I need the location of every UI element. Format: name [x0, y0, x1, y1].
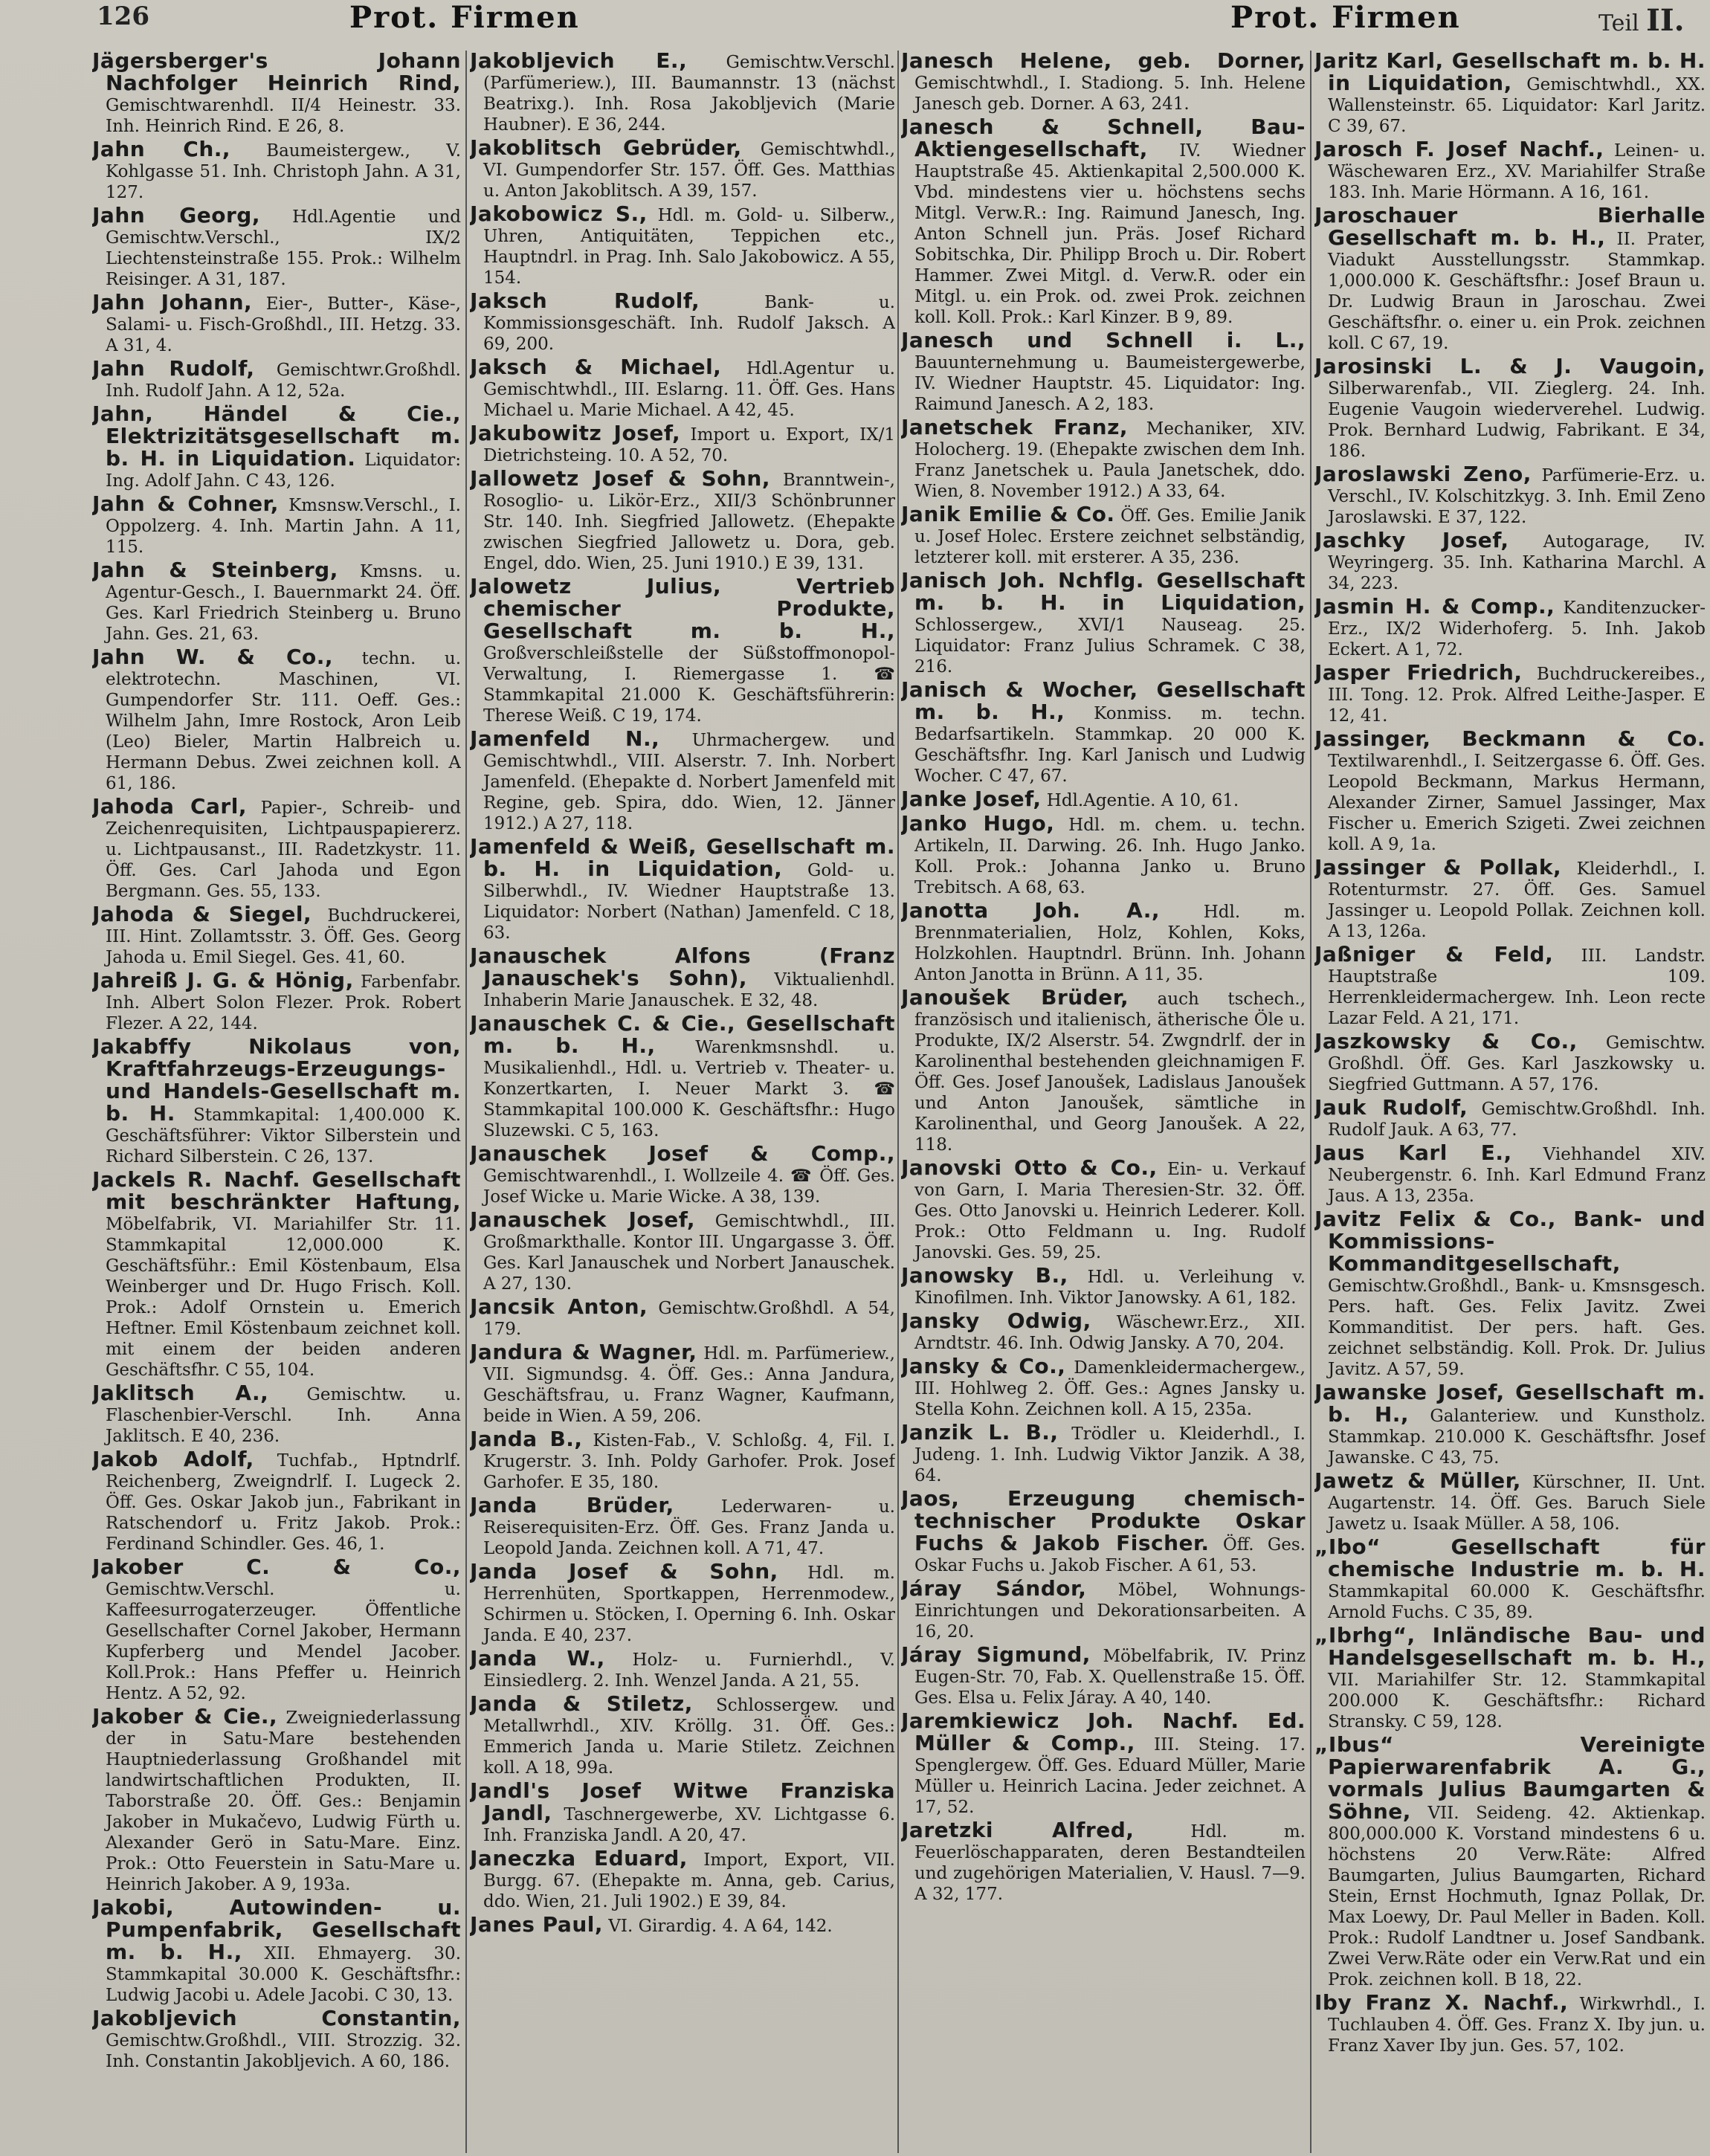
directory-entry [1314, 726, 1706, 855]
firm-details: Hdl.Agentie. A 10, 61. [1041, 791, 1239, 810]
directory-entry [92, 1557, 461, 1704]
firm-details: Mechaniker, XIV. Holocherg. 19. (Ehepakte zwischen dem Inh. Franz Janetschek u. Paula Janetschek, ddo. Wien, 8. November 1912.) A 33, 64. [914, 419, 1306, 501]
part-number: II. [1646, 3, 1685, 38]
firm-details: Damenkleidermachergew., III. Hohlweg 2. Öff. Ges.: Agnes Jansky u. Stella Kohn. Zeichnen koll. A 15, 235a. [914, 1358, 1306, 1419]
firm-details: Gemischtw.Großhdl., VIII. Strozzig. 32. Inh. Constantin Jakobljevich. A 60, 186. [106, 2031, 461, 2071]
firm-details: Holz- u. Furnierhdl., V. Einsiedlerg. 2. Inh. Wenzel Janda. A 21, 55. [483, 1650, 895, 1691]
firm-name: Jakabffy Nikolaus von, Kraftfahrzeugs-Erzeugungs- und Handels-Gesellschaft m. b. H. [92, 1034, 461, 1126]
directory-entry [901, 51, 1306, 114]
firm-name: Jakobi, Autowinden- u. Pumpenfabrik, Gesellschaft m. b. H., [92, 1895, 461, 1964]
firm-name: Janzik L. B., [901, 1420, 1059, 1445]
firm-details: Stammkapital 60.000 K. Geschäftsfhr. Arnold Fuchs. C 35, 89. [1328, 1582, 1706, 1622]
directory-entry [1314, 857, 1706, 942]
firm-details: Großverschleißstelle der Süßstoffmonopol-Verwaltung, I. Riemergasse 1. ☎ Stammkapital 21.000 K. Geschäftsführerin: Therese Weiß. C 19, 174. [483, 644, 895, 726]
firm-details: Taschnergewerbe, XV. Lichtgasse 6. Inh. Franziska Jandl. A 20, 47. [483, 1805, 895, 1845]
firm-details: XII. Ehmayerg. 30. Stammkapital 30.000 K. Geschäftsfhr.: Ludwig Jacobi u. Adele Jacobi. C 30, 13. [106, 1944, 461, 2005]
firm-name: Jaschky Josef, [1314, 528, 1509, 552]
firm-details: Viehhandel XIV. Neubergenstr. 6. Inh. Karl Edmund Franz Jaus. A 13, 235a. [1328, 1145, 1706, 1206]
firm-details: II. Prater, Viadukt Ausstellungsstr. Stammkap. 1,000.000 K. Geschäftsfhr.: Josef Braun u. Dr. Ludwig Braun in Jaroschau. Zwei Geschäftsfhr. o. einer u. ein Prok. zeichnen koll. C 67, 19. [1328, 230, 1706, 353]
firm-details: Gemischtw.Großhdl., Bank- u. Kmsnsgesch. Pers. haft. Ges. Felix Javitz. Zwei Kommanditist. Der pers. haft. Ges. zeichnet selbständig. Koll. Prok. Dr. Julius Javitz. A 57, 59. [1328, 1277, 1706, 1379]
firm-name: Jahn Rudolf, [92, 356, 255, 381]
firm-name: Jaszkowsky & Co., [1314, 1029, 1578, 1053]
firm-details: Gemischtw.Großhdl. Inh. Rudolf Jauk. A 63, 77. [1328, 1100, 1706, 1140]
text-column-1 [92, 51, 461, 2153]
firm-details: Bauunternehmung u. Baumeistergewerbe, IV. Wiedner Hauptstr. 45. Liquidator: Ing. Raimund Janesch. A 2, 183. [914, 353, 1306, 414]
directory-entry [470, 1294, 895, 1340]
firm-details: Farbenfabr. Inh. Albert Solon Flezer. Prok. Robert Flezer. A 22, 144. [106, 972, 461, 1033]
directory-entry [470, 468, 895, 574]
firm-details: Gemischtwarenhdl., I. Wollzeile 4. ☎ Öff. Ges. Josef Wicke u. Marie Wicke. A 38, 139. [483, 1166, 895, 1207]
firm-name: Janes Paul, [470, 1912, 603, 1937]
firm-name: Jahn & Cohner, [92, 491, 279, 516]
directory-entry [901, 900, 1306, 985]
directory-entry [901, 504, 1306, 568]
firm-details: Hdl. m. Parfümeriew., VII. Sigmundsg. 4. Öff. Ges.: Anna Jandura, Geschäftsfrau, u. Franz Wagner, Kaufmann, beide in Wien. A 59, 206. [483, 1344, 895, 1426]
firm-details: Hdl. m. Feuerlöschapparaten, deren Bestandteilen und zugehörigen Materialien, V. Hausl. 7—9. A 32, 177. [914, 1822, 1306, 1904]
directory-entry [901, 1708, 1306, 1818]
firm-details: Konmiss. m. techn. Bedarfsartikeln. Stammkap. 20 000 K. Geschäftsfhr. Ing. Karl Janisch und Ludwig Wocher. C 47, 67. [914, 704, 1306, 786]
directory-entry [901, 1308, 1306, 1354]
firm-details: Leinen- u. Wäschewaren Erz., XV. Mariahilfer Straße 183. Inh. Marie Hörmann. A 16, 161. [1328, 141, 1706, 202]
firm-name: Jahn Georg, [92, 203, 260, 227]
firm-name: „Ibo“ Gesellschaft für chemische Industrie m. b. H. [1314, 1534, 1706, 1581]
firm-details: VI. Girardig. 4. A 64, 142. [602, 1917, 833, 1936]
directory-entry [1314, 1031, 1706, 1095]
directory-entry [1314, 1468, 1706, 1534]
directory-entry [901, 1265, 1306, 1308]
firm-details: Kmsns. u. Agentur-Gesch., I. Bauernmarkt 24. Öff. Ges. Karl Friedrich Steinberg u. Bruno Jahn. Ges. 21, 63. [106, 562, 461, 644]
directory-entry [901, 1820, 1306, 1905]
page-header [0, 0, 1710, 51]
firm-details: Bank- u. Kommissionsgeschäft. Inh. Rudolf Jaksch. A 69, 200. [483, 293, 895, 354]
directory-entry [901, 330, 1306, 415]
directory-entry [92, 2008, 461, 2072]
firm-name: Jaksch & Michael, [470, 355, 722, 379]
directory-entry [901, 114, 1306, 328]
firm-name: Jandl's Josef Witwe Franziska Jandl, [470, 1778, 895, 1825]
firm-details: Gemischtw.Großhdl. A 54, 179. [483, 1299, 895, 1339]
firm-details: Hdl. u. Verleihung v. Kinofilmen. Inh. Viktor Janowsky. A 61, 182. [914, 1268, 1306, 1308]
firm-name: Jahoda Carl, [92, 794, 247, 819]
firm-name: Janko Hugo, [901, 811, 1055, 836]
firm-details: Gemischtwhdl., III. Großmarkthalle. Kontor III. Ungargasse 3. Öff. Ges. Karl Janauschek und Norbert Janauschek. A 27, 130. [483, 1212, 895, 1294]
text-column-3 [901, 51, 1306, 2153]
page-number: 126 [97, 1, 149, 31]
firm-details: Gemischtwhdl., XX. Wallensteinstr. 65. Liquidator: Karl Jaritz. C 39, 67. [1328, 75, 1706, 136]
column-rule [465, 51, 467, 2153]
firm-name: Jassinger & Pollak, [1314, 855, 1562, 879]
directory-entry [470, 1013, 895, 1141]
firm-details: Gemischtwarenhdl. II/4 Heinestr. 33. Inh. Heinrich Rind. E 26, 8. [106, 96, 461, 136]
firm-details: Buchdruckerei, III. Hint. Zollamtsstr. 3. Öff. Ges. Georg Jahoda u. Emil Siegel. Ges. 41, 60. [106, 906, 461, 967]
directory-entry [1314, 662, 1706, 726]
firm-details: Import u. Export, IX/1 Dietrichsteing. 10. A 52, 70. [483, 425, 895, 465]
directory-entry [1314, 1097, 1706, 1140]
firm-details: Buchdruckereibes., III. Tong. 12. Prok. Alfred Leithe-Jasper. E 12, 41. [1328, 665, 1706, 726]
firm-name: Jaretzki Alfred, [901, 1818, 1135, 1842]
firm-name: Janda W., [470, 1646, 605, 1671]
firm-name: Iby Franz X. Nachf., [1314, 1990, 1569, 2015]
firm-details: Papier-, Schreib- und Zeichenrequisiten, Lichtpauspapiererz. u. Lichtpausanst., III. Radetzkystr. 11. Öff. Ges. Carl Jahoda und Egon Bergmann. Ges. 55, 133. [106, 798, 461, 901]
firm-details: Import, Export, VII. Burgg. 67. (Ehepakte m. Anna, geb. Carius, ddo. Wien, 21. Juli 1902.) E 39, 84. [483, 1850, 895, 1911]
directory-entry [1314, 596, 1706, 660]
directory-entry [1314, 530, 1706, 594]
directory-entry [470, 1691, 895, 1778]
directory-entry [901, 987, 1306, 1155]
firm-name: Jasmin H. & Comp., [1314, 594, 1555, 619]
firm-name: Járay Sándor, [901, 1576, 1087, 1601]
firm-details: Gemischtw. Großhdl. Öff. Ges. Karl Jaszkowsky u. Siegfried Guttmann. A 57, 176. [1328, 1033, 1706, 1094]
firm-details: Autogarage, IV. Weyringerg. 35. Inh. Katharina Marchl. A 34, 223. [1328, 532, 1706, 593]
firm-name: Jaksch Rudolf, [470, 288, 700, 313]
directory-entry [470, 1648, 895, 1691]
firm-details: Ein- u. Verkauf von Garn, I. Maria Theresien-Str. 32. Öff. Ges. Otto Janovski u. Heinrich Lederer. Koll. Prok.: Otto Feldmann u. Ing. Rudolf Janovski. Ges. 59, 25. [914, 1160, 1306, 1262]
firm-name: Jaroslawski Zeno, [1314, 462, 1532, 486]
directory-entry [92, 139, 461, 203]
firm-name: Janetschek Franz, [901, 415, 1129, 439]
directory-entry [1314, 1382, 1706, 1468]
firm-name: Jaus Karl E., [1314, 1140, 1512, 1165]
firm-name: Jakoblitsch Gebrüder, [470, 135, 742, 160]
firm-details: Tuchfab., Hptndrlf. Reichenberg, Zweigndrlf. I. Lugeck 2. Öff. Ges. Oskar Jakob jun., Fabrikant in Ratschendorf u. Fritz Jakob. Prok.: Ferdinand Schindler. Ges. 46, 1. [106, 1451, 461, 1554]
firm-details: Wirkwrhdl., I. Tuchlauben 4. Öff. Ges. Franz X. Iby jun. u. Franz Xaver Iby jun. Ges. 57, 102. [1328, 1995, 1706, 2056]
directory-entry [1314, 1625, 1706, 1732]
firm-name: Jamenfeld N., [470, 726, 660, 751]
firm-name: Jägersberger's Johann Nachfolger Heinrich Rind, [92, 51, 461, 95]
firm-details: Warenkmsnshdl. u. Musikalienhdl., Hdl. u. Vertrieb v. Theater- u. Konzertkarten, I. Neuer Markt 3. ☎ Stammkapital 100.000 K. Geschäftsfhr.: Hugo Sluzewski. C 5, 163. [483, 1038, 895, 1140]
firm-name: Jahreiß J. G. & Hönig, [92, 968, 354, 993]
firm-name: Jakubowitz Josef, [470, 421, 681, 445]
directory-entry [470, 1561, 895, 1646]
firm-name: „Ibrhg“, Inländische Bau- und Handelsgesellschaft m. b. H., [1314, 1623, 1706, 1670]
firm-details: Gemischtw.Verschl. (Parfümeriew.), III. Baumannstr. 13 (nächst Beatrixg.). Inh. Rosa Jakobljevich (Marie Haubner). E 36, 244. [483, 53, 895, 135]
firm-name: Jahn, Händel & Cie., Elektrizitätsgesellschaft m. b. H. in Liquidation. [92, 401, 461, 471]
firm-name: Jalowetz Julius, Vertrieb chemischer Produkte, Gesellschaft m. b. H., [470, 574, 895, 643]
firm-name: Javitz Felix & Co., Bank- und Kommissions-Kommanditgesellschaft, [1314, 1207, 1706, 1276]
firm-details: IV. Wiedner Hauptstraße 45. Aktienkapital 2,500.000 K. Vbd. mindestens vier u. höchstens sechs Mitgl. Verw.R.: Ing. Raimund Janesch, Ing. Anton Schnell jun. Präs. Josef Richard Sobitschka, Dir. Philipp Broch u. Dir. Robert Hammer. Zwei Mitgl. d. Verw.R. oder ein Mitgl. u. ein Prok. od. zwei Prok. zeichnen koll. Koll. Prok.: Karl Kinzer. B 9, 89. [914, 141, 1306, 327]
directory-entry [1314, 1209, 1706, 1380]
firm-name: Jansky & Co., [901, 1354, 1066, 1378]
firm-details: VII. Mariahilfer Str. 12. Stammkapital 200.000 K. Geschäftsfhr.: Richard Stransky. C 59, 128. [1328, 1671, 1706, 1731]
directory-entry [901, 677, 1306, 787]
firm-details: Silberwarenfab., VII. Zieglerg. 24. Inh. Eugenie Vaugoin wiederverehel. Ludwig. Prok. Bernhard Ludwig, Fabrikant. E 34, 186. [1328, 379, 1706, 461]
firm-details: Öff. Ges. Oskar Fuchs u. Jakob Fischer. A 61, 53. [914, 1535, 1306, 1575]
firm-details: Galanteriew. und Kunstholz. Stammkap. 210.000 K. Geschäftsfhr. Josef Jawanske. C 43, 75. [1328, 1407, 1706, 1468]
text-column-2 [470, 51, 895, 2153]
directory-entry [901, 1356, 1306, 1420]
directory-entry [470, 288, 895, 355]
directory-entry [92, 647, 461, 794]
running-title-left: Prot. Firmen [349, 0, 580, 35]
directory-entry [1314, 464, 1706, 528]
firm-name: Janda Josef & Sohn, [470, 1559, 778, 1584]
firm-name: Jackels R. Nachf. Gesellschaft mit beschränkter Haftung, [92, 1167, 461, 1214]
firm-details: auch tschech., französisch und italienisch, ätherische Öle u. Produkte, IX/2 Alserstr. 54. Zwgndrlf. der in Karolinenthal bestehenden gleichnamigen F. Öff. Ges. Josef Janoušek, Ladislaus Janoušek und Anton Janoušek, sämtliche in Karolinenthal, und Georg Janoušek. A 22, 118. [914, 990, 1306, 1155]
column-rule [897, 51, 899, 2153]
firm-name: Jakob Adolf, [92, 1447, 254, 1471]
part-label: Teil [1598, 10, 1639, 36]
firm-name: Janowsky B., [901, 1263, 1068, 1288]
directory-entry [92, 796, 461, 902]
directory-entry [1314, 51, 1706, 137]
directory-entry [92, 970, 461, 1034]
firm-details: Hdl.Agentie und Gemischtw.Verschl., IX/2 Liechtensteinstraße 155. Prok.: Wilhelm Reisinger. A 31, 187. [106, 207, 461, 289]
firm-name: Janda & Stiletz, [470, 1691, 693, 1716]
directory-entry [470, 1429, 895, 1493]
firm-details: Möbel, Wohnungs-Einrichtungen und Dekorationsarbeiten. A 16, 20. [914, 1581, 1306, 1642]
directory-entry [901, 1578, 1306, 1642]
firm-name: Janauschek Alfons (Franz Janauschek's Sohn), [470, 943, 895, 990]
firm-name: Jallowetz Josef & Sohn, [470, 466, 770, 491]
directory-entry [470, 576, 895, 726]
firm-name: Jassinger, Beckmann & Co. [1314, 726, 1706, 751]
firm-name: Jahn Johann, [92, 290, 253, 314]
firm-name: Jahn W. & Co., [92, 645, 334, 669]
directory-entry [92, 51, 461, 137]
directory-entry [901, 813, 1306, 898]
directory-entry [901, 1488, 1306, 1576]
firm-details: Baumeistergew., V. Kohlgasse 51. Inh. Christoph Jahn. A 31, 127. [106, 141, 461, 202]
firm-name: Janeczka Eduard, [470, 1846, 688, 1871]
directory-entry [470, 201, 895, 288]
directory-entry [470, 51, 895, 135]
directory-entry [901, 789, 1306, 811]
firm-name: Jaklitsch A., [92, 1381, 269, 1405]
column-rule [1310, 51, 1311, 2153]
firm-name: Jahn Ch., [92, 137, 231, 161]
directory-entry [92, 1449, 461, 1555]
firm-name: Jandura & Wagner, [470, 1340, 697, 1364]
firm-name: Janoušek Brüder, [901, 985, 1129, 1010]
firm-details: Gemischtwhdl., VI. Gumpendorfer Str. 157. Öff. Ges. Matthias u. Anton Jakoblitsch. A 39, 157. [483, 140, 895, 201]
firm-details: VII. Seideng. 42. Aktienkap. 800,000.000 K. Vorstand mindestens 6 u. höchstens 20 Verw.Räte: Alfred Baumgarten, Julius Baumgarten, Richard Stein, Ernst Hochmuth, Ignaz Pollak, Dr. Max Loewy, Dr. Paul Meller in Baden. Koll. Prok.: Rudolf Landtner u. Josef Sandbank. Zwei Verw.Räte oder ein Verw.Rat und ein Prok. zeichnen koll. B 18, 22. [1328, 1804, 1706, 1989]
firm-details: Gemischtwhdl., I. Stadiong. 5. Inh. Helene Janesch geb. Dorner. A 63, 241. [914, 74, 1306, 114]
firm-details: Viktualienhdl. Inhaberin Marie Janauschek. E 32, 48. [483, 970, 895, 1010]
firm-details: Hdl. m. Gold- u. Silberw., Uhren, Antiquitäten, Teppichen etc., Hauptndrl. in Prag. Inh. Salo Jakobowicz. A 55, 154. [483, 206, 895, 288]
firm-details: Branntwein-, Rosoglio- u. Likör-Erz., XII/3 Schönbrunner Str. 140. Inh. Siegfried Jallowetz. (Ehepakte zwischen Siegfried Jallowetz u. Dora, geb. Engel, ddo. Wien, 25. Juni 1910.) E 39, 131. [483, 471, 895, 573]
directory-entry [1314, 1992, 1706, 2056]
directory-entry [92, 1706, 461, 1895]
firm-name: Jakobowicz S., [470, 201, 648, 226]
directory-entry [1314, 1140, 1706, 1207]
firm-name: Jaos, Erzeugung chemisch-technischer Produkte Oskar Fuchs & Jakob Fischer. [901, 1486, 1306, 1555]
directory-entry [901, 570, 1306, 677]
directory-entry [92, 292, 461, 356]
firm-details: Trödler u. Kleiderhdl., I. Judeng. 1. Inh. Ludwig Viktor Janzik. A 38, 64. [914, 1424, 1306, 1485]
directory-entry [92, 491, 461, 558]
directory-entry [92, 1169, 461, 1381]
directory-entry [470, 1914, 895, 1937]
firm-details: Schlossergew. und Metallwrhdl., XIV. Kröllg. 31. Öff. Ges.: Emmerich Janda u. Marie Stiletz. Zeichnen koll. A 18, 99a. [483, 1696, 895, 1778]
directory-entry [470, 423, 895, 466]
firm-name: Jawanske Josef, Gesellschaft m. b. H., [1314, 1380, 1706, 1427]
firm-name: Jakober & Cie., [92, 1704, 278, 1729]
directory-entry [470, 357, 895, 421]
firm-details: Textilwarenhdl., I. Seitzergasse 6. Öff. Ges. Leopold Beckmann, Markus Hermann, Alexander Zirner, Samuel Jassinger, Max Fischer u. Emerich Szigeti. Zwei zeichnen koll. A 9, 1a. [1328, 752, 1706, 854]
firm-details: Kleiderhdl., I. Rotenturmstr. 27. Öff. Ges. Samuel Jassinger u. Leopold Pollak. Zeichnen koll. A 13, 126a. [1328, 859, 1706, 941]
firm-details: Parfümerie-Erz. u. Verschl., IV. Kolschitzkyg. 3. Inh. Emil Zeno Jaroslawski. E 37, 122. [1328, 466, 1706, 527]
firm-details: Gold- u. Silberwhdl., IV. Wiedner Hauptstraße 13. Liquidator: Norbert (Nathan) Jamenfeld. C 18, 63. [483, 861, 895, 943]
firm-name: Janik Emilie & Co. [901, 502, 1115, 526]
firm-name: „Ibus“ Vereinigte Papierwarenfabrik A. G., vormals Julius Baumgarten & Söhne, [1314, 1732, 1706, 1824]
directory-entry [470, 1342, 895, 1427]
firm-details: Kanditenzucker-Erz., IX/2 Widerhoferg. 5. Inh. Jakob Eckert. A 1, 72. [1328, 598, 1706, 659]
directory-entry [901, 417, 1306, 502]
firm-name: Janotta Joh. A., [901, 898, 1161, 923]
firm-details: techn. u. elektrotechn. Maschinen, VI. Gumpendorfer Str. 111. Oeff. Ges.: Wilhelm Jahn, Imre Rostock, Aron Leib (Leo) Bieler, Martin Halbreich u. Hermann Debus. Zwei zeichnen koll. A 61, 186. [106, 649, 461, 793]
firm-name: Jaßniger & Feld, [1314, 942, 1554, 966]
directory-entry [1314, 944, 1706, 1029]
firm-details: Gemischtw.Verschl. u. Kaffeesurrogaterzeuger. Öffentliche Gesellschafter Cornel Jakober, Hermann Kupferberg und Mendel Jacober. Koll.Prok.: Hans Pfeffer u. Heinrich Hentz. A 52, 92. [106, 1580, 461, 1703]
firm-name: Janisch Joh. Nchflg. Gesellschaft m. b. H. in Liquidation, [901, 568, 1306, 615]
firm-name: Janesch & Schnell, Bau-Aktiengesellschaft, [901, 114, 1306, 161]
firm-name: Jarosch F. Josef Nachf., [1314, 137, 1604, 161]
directory-entry [901, 1155, 1306, 1263]
directory-entry [901, 1422, 1306, 1486]
running-title-right: Prot. Firmen [1230, 0, 1461, 35]
firm-details: Möbelfabrik, IV. Prinz Eugen-Str. 70, Fab. X. Quellenstraße 15. Öff. Ges. Elsa u. Felix Járay. A 40, 140. [914, 1647, 1306, 1708]
firm-details: Hdl.Agentur u. Gemischtwhdl., III. Eslarng. 11. Öff. Ges. Hans Michael u. Marie Michael. A 42, 45. [483, 359, 895, 420]
directory-entry [92, 358, 461, 401]
firm-name: Jahoda & Siegel, [92, 902, 312, 926]
firm-details: Gemischtw. u. Flaschenbier-Verschl. Inh. Anna Jaklitsch. E 40, 236. [106, 1385, 461, 1446]
firm-name: Jarosinski L. & J. Vaugoin, [1314, 354, 1706, 378]
firm-name: Jansky Odwig, [901, 1308, 1091, 1333]
directory-entry [1314, 205, 1706, 354]
firm-details: Eier-, Butter-, Käse-, Salami- u. Fisch-Großhdl., III. Hetzg. 33. A 31, 4. [106, 294, 461, 355]
firm-name: Jawetz & Müller, [1314, 1468, 1521, 1493]
firm-details: Möbelfabrik, VI. Mariahilfer Str. 11. Stammkapital 12,000.000 K. Geschäftsführ.: Emil Köstenbaum, Elsa Weinberger und Dr. Hugo Frisch. Koll. Prok.: Adolf Ornstein u. Emerich Heftner. Emil Köstenbaum zeichnet koll. mit einem der beiden anderen Geschäftsfhr. C 55, 104. [106, 1215, 461, 1380]
firm-details: Wäschewr.Erz., XII. Arndtstr. 46. Inh. Odwig Jansky. A 70, 204. [914, 1313, 1306, 1353]
directory-entry [470, 135, 895, 201]
firm-details: Kürschner, II. Unt. Augartenstr. 14. Öff. Ges. Baruch Siele Jawetz u. Isaak Müller. A 58, 106. [1328, 1473, 1706, 1534]
firm-name: Janovski Otto & Co., [901, 1155, 1158, 1180]
firm-details: Hdl. m. chem. u. techn. Artikeln, II. Darwing. 26. Inh. Hugo Janko. Koll. Prok.: Johanna Janko u. Bruno Trebitsch. A 68, 63. [914, 816, 1306, 897]
firm-details: III. Landstr. Hauptstraße 109. Herrenkleidermachergew. Inh. Leon recte Lazar Feld. A 21, 171. [1328, 946, 1706, 1028]
firm-name: Janesch Helene, geb. Dorner, [901, 51, 1306, 73]
firm-name: Jakober C. & Co., [92, 1555, 461, 1579]
firm-name: Jancsik Anton, [470, 1294, 648, 1319]
firm-name: Janauschek Josef & Comp., [470, 1141, 895, 1166]
directory-entry [92, 560, 461, 645]
firm-name: Jamenfeld & Weiß, Gesellschaft m. b. H. in Liquidation, [470, 834, 895, 881]
directory-entry [92, 1897, 461, 2006]
firm-name: Janesch und Schnell i. L., [901, 328, 1306, 352]
directory-entry [1314, 356, 1706, 462]
firm-name: Janda Brüder, [470, 1493, 674, 1517]
directory-entry [470, 1495, 895, 1559]
directory-entry [470, 1143, 895, 1207]
directory-entry [92, 1036, 461, 1167]
firm-name: Jakobljevich E., [470, 51, 688, 73]
directory-entry [470, 836, 895, 943]
firm-name: Janisch & Wocher, Gesellschaft m. b. H., [901, 677, 1306, 724]
firm-name: Janda B., [470, 1427, 583, 1451]
firm-details: Öff. Ges. Emilie Janik u. Josef Holec. Erstere zeichnet selbständig, letzterer koll. mit ersterer. A 35, 236. [914, 506, 1306, 567]
firm-name: Janke Josef, [901, 787, 1042, 811]
directory-entry [92, 205, 461, 290]
firm-details: Liquidator: Ing. Adolf Jahn. C 43, 126. [106, 451, 461, 491]
firm-name: Jakobljevich Constantin, [92, 2006, 461, 2030]
firm-details: Kmsnsw.Verschl., I. Oppolzerg. 4. Inh. Martin Jahn. A 11, 115. [106, 496, 461, 557]
directory-entry [470, 1207, 895, 1294]
directory-entry [92, 904, 461, 968]
firm-name: Jaroschauer Bierhalle Gesellschaft m. b. H., [1314, 203, 1706, 250]
firm-name: Janauschek C. & Cie., Gesellschaft m. b. H., [470, 1011, 895, 1058]
firm-name: Jahn & Steinberg, [92, 558, 338, 582]
firm-details: Gemischtwr.Großhdl. Inh. Rudolf Jahn. A 12, 52a. [106, 361, 461, 401]
directory-entry [901, 1642, 1306, 1708]
directory-entry [470, 1848, 895, 1912]
firm-details: Kisten-Fab., V. Schloßg. 4, Fil. I. Krugerstr. 3. Inh. Poldy Garhofer. Prok. Josef Garhofer. E 35, 180. [483, 1431, 895, 1492]
firm-details: III. Steing. 17. Spenglergew. Öff. Ges. Eduard Müller, Marie Müller u. Heinrich Lacina. Jeder zeichnet. A 17, 52. [914, 1735, 1306, 1817]
directory-entry [470, 943, 895, 1011]
firm-name: Járay Sigmund, [901, 1642, 1091, 1667]
directory-entry [1314, 1734, 1706, 1990]
directory-entry [1314, 139, 1706, 203]
firm-name: Jaritz Karl, Gesellschaft m. b. H. in Liquidation, [1314, 51, 1706, 95]
firm-name: Janauschek Josef, [470, 1207, 696, 1232]
firm-details: Hdl. m. Brennmaterialien, Holz, Kohlen, Koks, Holzkohlen. Hauptndrl. Brünn. Inh. Johann Anton Janotta in Brünn. A 11, 35. [914, 903, 1306, 984]
directory-entry [470, 1778, 895, 1846]
text-column-4 [1314, 51, 1706, 2153]
directory-entry [92, 401, 461, 491]
part-indicator [1598, 3, 1685, 38]
firm-name: Jasper Friedrich, [1314, 660, 1523, 685]
firm-name: Jaremkiewicz Joh. Nachf. Ed. Müller & Comp., [901, 1708, 1306, 1755]
firm-details: Hdl. m. Herrenhüten, Sportkappen, Herrenmodew., Schirmen u. Stöcken, I. Operning 6. Inh. Oskar Janda. E 40, 237. [483, 1563, 895, 1645]
firm-details: Uhrmachergew. und Gemischtwhdl., VIII. Alserstr. 7. Inh. Norbert Jamenfeld. (Ehepakte d. Norbert Jamenfeld mit Regine, geb. Spira, ddo. Wien, 12. Jänner 1912.) A 27, 118. [483, 731, 895, 833]
firm-details: Zweigniederlassung der in Satu-Mare bestehenden Hauptniederlassung Großhandel mit landwirtschaftlichen Produkten, II. Taborstraße 20. Öff. Ges.: Benjamin Jakober in Mukačevo, Ludwig Fürth u. Alexander Gerö in Satu-Mare. Einz. Prok.: Otto Feuerstein in Satu-Mare u. Heinrich Jakober. A 9, 193a. [106, 1708, 461, 1894]
directory-entry [92, 1383, 461, 1447]
firm-details: Stammkapital: 1,400.000 K. Geschäftsführer: Viktor Silberstein und Richard Silberstein. C 26, 137. [106, 1106, 461, 1166]
directory-entry [1314, 1534, 1706, 1623]
firm-name: Jauk Rudolf, [1314, 1095, 1468, 1120]
directory-entry [470, 726, 895, 834]
firm-details: Schlossergew., XVI/1 Nauseag. 25. Liquidator: Franz Julius Schramek. C 38, 216. [914, 616, 1306, 677]
firm-details: Lederwaren- u. Reiserequisiten-Erz. Öff. Ges. Franz Janda u. Leopold Janda. Zeichnen koll. A 71, 47. [483, 1497, 895, 1558]
